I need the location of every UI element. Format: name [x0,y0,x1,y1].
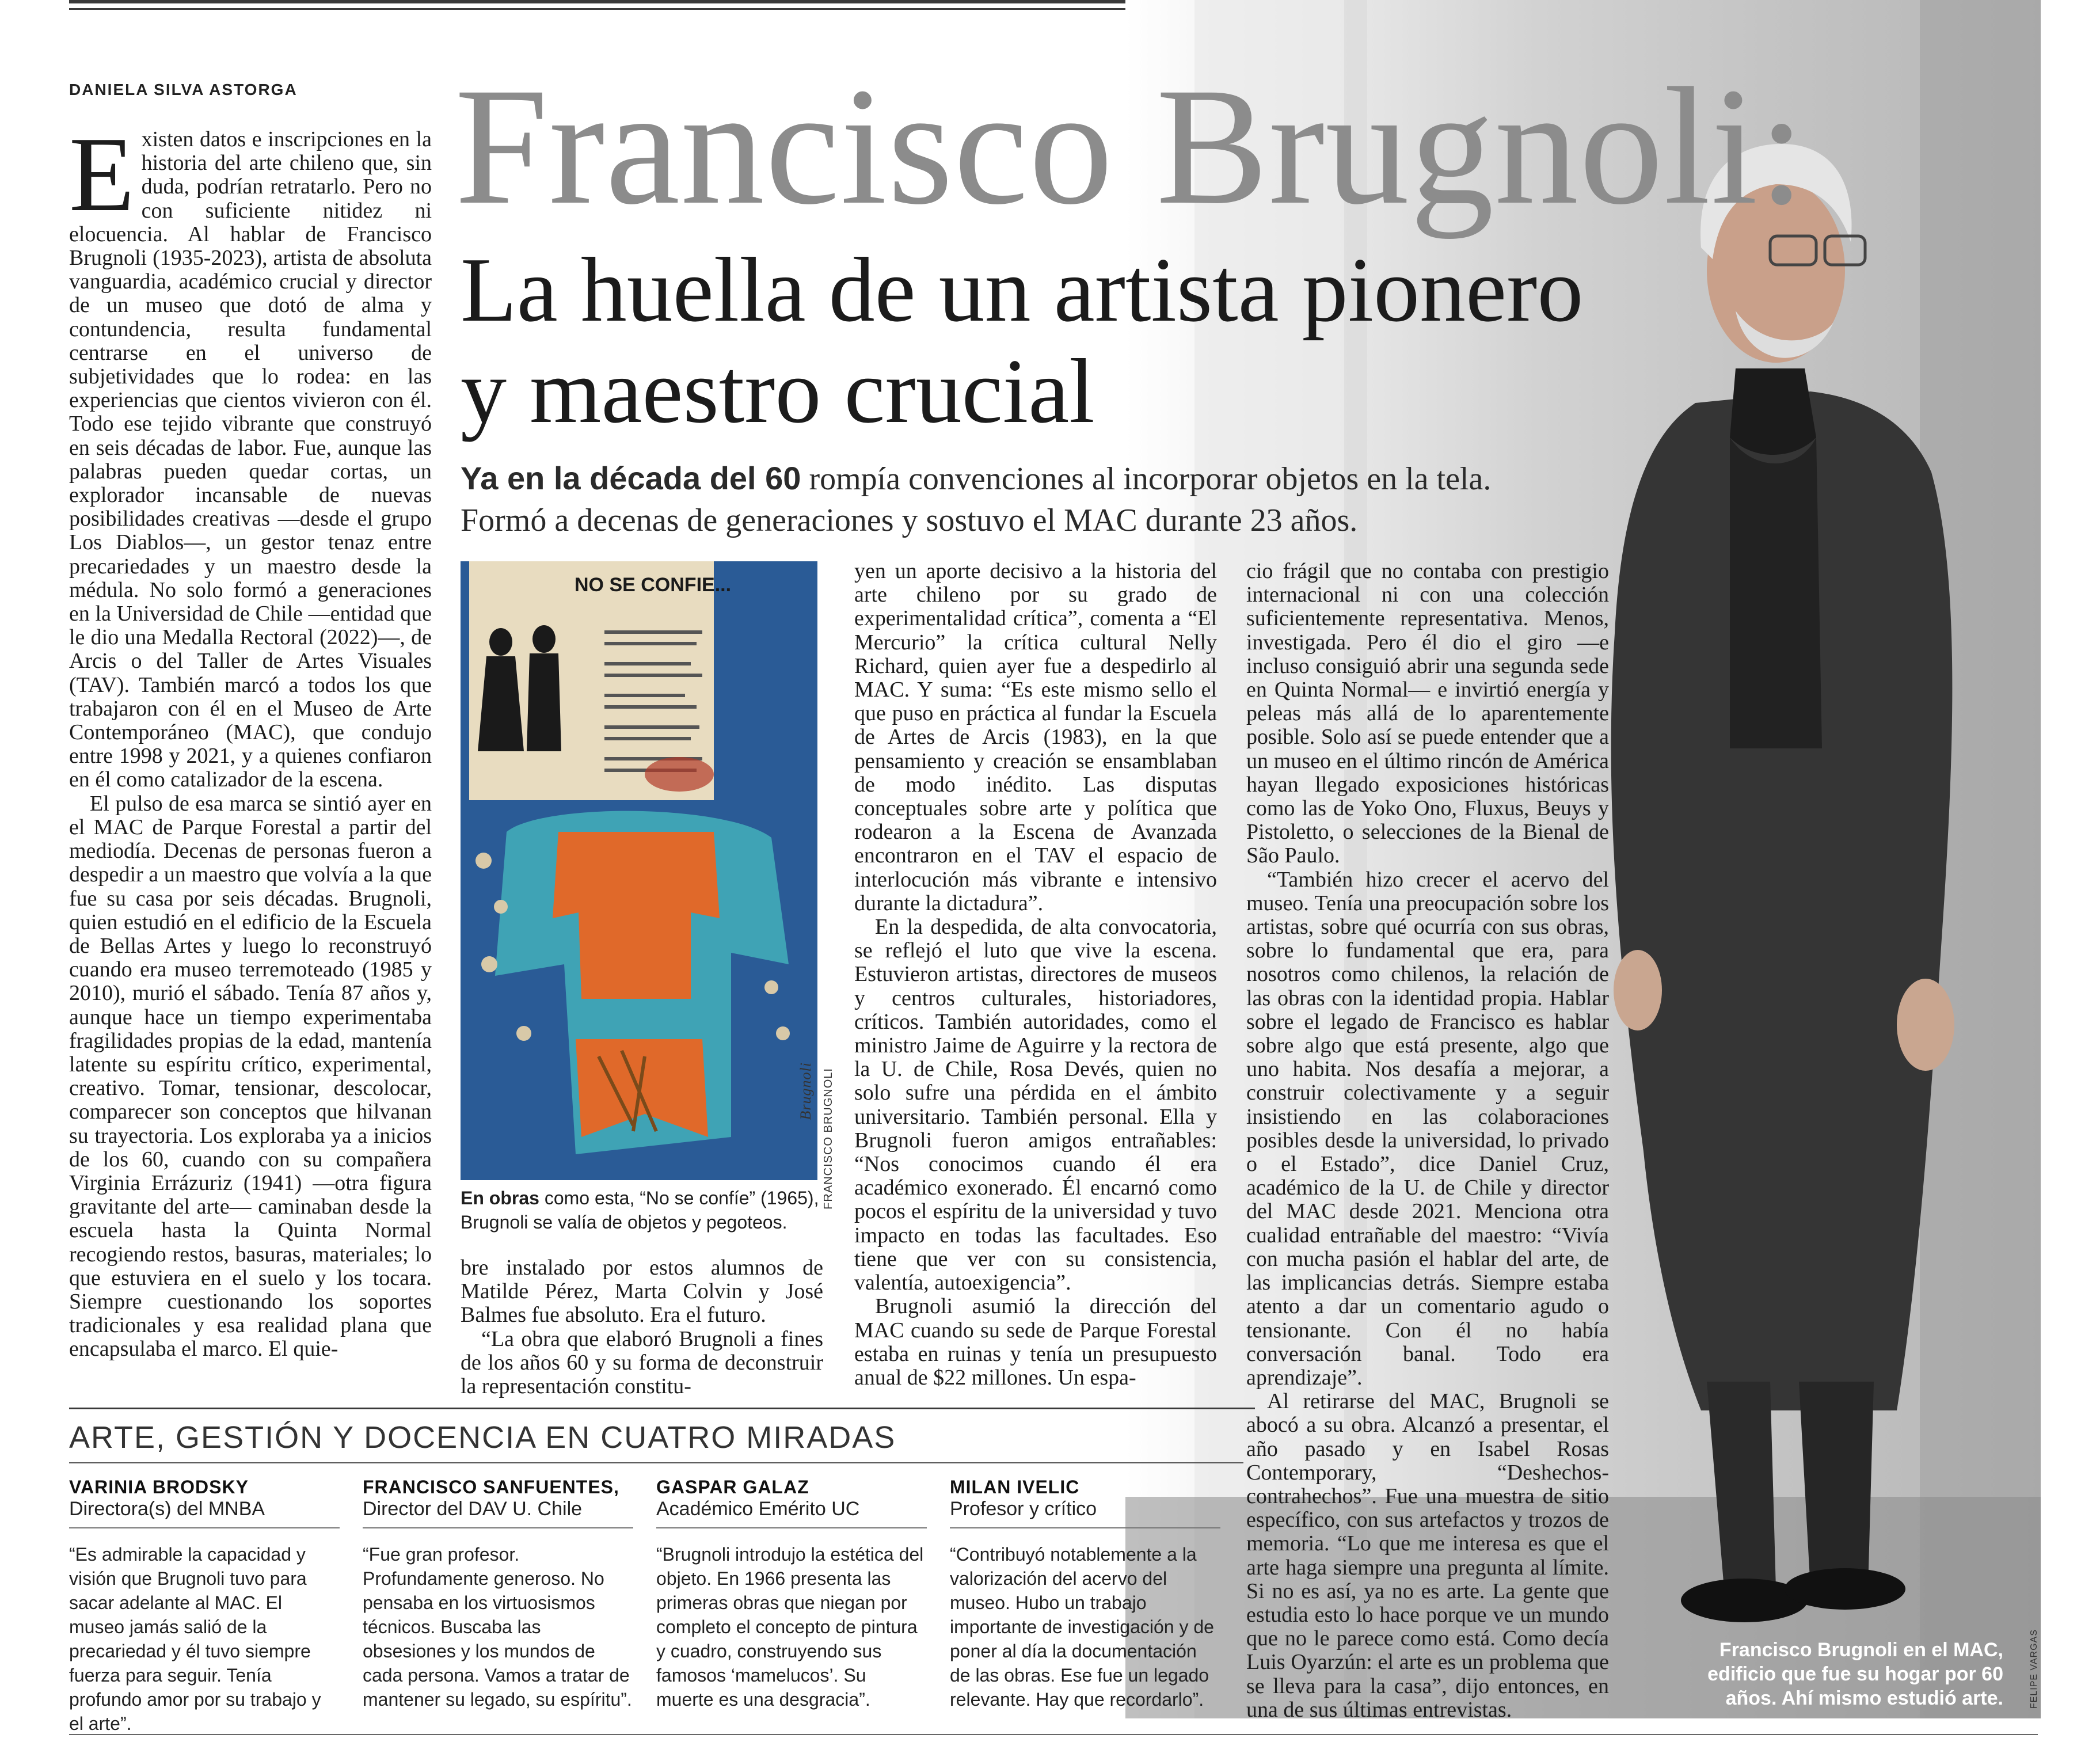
headline-subtitle-line2: y maestro crucial [461,340,1095,442]
paragraph: bre instalado por estos alumnos de Matilde Pérez, Marta Colvin y José Balmes fue absoluto. Era el futuro. [461,1256,823,1328]
deck [461,458,1612,541]
quote-card [69,1477,340,1736]
body-column-2 [461,1256,823,1398]
bottom-rule [69,1734,2038,1735]
paragraph: En la despedida, de alta convocatoria, se reflejó el luto que vive la escena. Estuvieron artistas, directores de museos y centros culturales, historiadores, críticos. También autoridades, como el ministro Jaime de Aguirre y la rectora de la U. de Chile, Rosa Devés, quien no solo sufre una pérdida en el ámbito universitario. También personal. Ella y Brugnoli fueron amigos entrañables: “Nos conocimos cuando él era académico exonerado. Él encarnó como pocos el espíritu de la universidad y tuvo impacto en todas las facultades. Eso tiene que ver con su consistencia, valentía, autoexigencia”. [854,915,1217,1295]
paragraph: cio frágil que no contaba con prestigio internacional ni con una colección suficientemente representativa. Menos, investigada. Pero él dio el giro —e incluso consiguió abrir una segunda sede en Quinta Normal— e invirtió energía y peleas más allá de lo aparentemente posible. Solo así se puede entender que a un museo en el último rincón de América hayan llegado exposiciones históricas como las de Yoko Ono, Fluxus, Beuys y Pistoletto, o selecciones de la Bienal de São Paulo. [1246,559,1609,868]
paragraph: Brugnoli asumió la dirección del MAC cuando su sede de Parque Forestal estaba en ruinas y tenía un presupuesto anual de $22 millones. Un espa- [854,1294,1217,1390]
deck-bold: Ya en la década del 60 [461,460,801,496]
quote-name: GASPAR GALAZ [656,1477,809,1497]
body-column-1 [69,115,432,1362]
headline-subtitle-line1: La huella de un artista pionero [461,238,1584,341]
photo-caption: Francisco Brugnoli en el MAC, edificio que fue su hogar por 60 años. Ahí mismo estudió arte. [1707,1639,2003,1709]
quote-rule [363,1527,633,1528]
headline-name: Francisco Brugnoli: [455,54,1806,239]
artwork-caption [461,1186,829,1234]
quote-name: FRANCISCO SANFUENTES, [363,1477,619,1497]
quote-rule [656,1527,927,1528]
quote-role: Director del DAV U. Chile [363,1498,583,1520]
quote-card [656,1477,927,1712]
quote-text: “Contribuyó notablemente a la valorización del acervo del museo. Hubo un trabajo importante de investigación y de poner al día la documentación de las obras. Ese fue un legado relevante. Hay que recordarlo”. [950,1544,1214,1710]
paragraph: “La obra que elaboró Brugnoli a fines de los años 60 y su forma de deconstruir la representación constitu- [461,1326,823,1399]
quote-role: Profesor y crítico [950,1498,1097,1520]
quote-role: Académico Emérito UC [656,1498,860,1520]
paragraph: El pulso de esa marca se sintió ayer en el MAC de Parque Forestal a partir del mediodía. Decenas de personas fueron a despedir a un maestro que volvía a la que fue su casa por seis décadas. Brugnoli, quien estudió en el edificio de la Escuela de Bellas Artes y luego lo reconstruyó cuando era museo terremoteado (1985 y 2010), murió el sábado. Tenía 87 años y, aunque hace un tiempo experimentaba fragilidades propias de la edad, mantenía latente su espíritu crítico, experimental, creativo. Tomar, tensionar, descolocar, comparecer son conceptos que hilvanan su trayectoria. Los exploraba ya a inicios de los 60, cuando con su compañera Virginia Errázuriz (1941) —otra figura gravitante del arte— caminaban desde la escuela hasta la Quinta Normal recogiendo restos, basuras, materiales; lo que estuviera en el suelo y los tocara. Siempre cuestionando los soportes tradicionales y esa realidad plana que encapsulaba el marco. El quie- [69,791,432,1362]
photo-credit: FELIPE VARGAS [2029,1629,2039,1709]
paragraph: Al retirarse del MAC, Brugnoli se abocó a su obra. Alcanzó a presentar, el año pasado y en Isabel Rosas Contemporary, “Deshechos-contrahechos”. Fue una muestra de sitio específico, con sus artefactos y trozos de memoria. “Lo que me interesa es que el arte haga siempre una pregunta al límite. Si no es así, ya no es arte. La gente que estudia esto lo hace porque ve un mundo que no le parece como está. Como decía Luis Oyarzún: el arte es un problema que se lleva para la casa”, dijo entonces, en una de sus últimas entrevistas. [1246,1389,1609,1722]
artwork-caption-text: como esta, “No se confíe” (1965), Brugnoli se valía de objetos y pegoteos. [461,1188,819,1233]
quote-role: Directora(s) del MNBA [69,1498,265,1520]
body-column-4 [1246,560,1609,1722]
quotes-section-title: ARTE, GESTIÓN Y DOCENCIA EN CUATRO MIRADAS [69,1420,896,1455]
artwork-poster-text: NO SE CONFIE... [575,574,732,596]
artwork-illustration [461,561,817,1180]
section-rule [69,1408,1255,1409]
quote-rule [69,1527,340,1528]
paragraph: yen un aporte decisivo a la historia del arte chileno por su grado de experimentalidad crítica”, comenta a “El Mercurio” la crítica cultural Nelly Richard, quien ayer fue a despedirlo al MAC. Y suma: “Es este mismo sello el que puso en práctica al fundar la Escuela de Artes de Arcis (1983), en la que pensamiento y creación se ensamblaban de modo inédito. Las disputas conceptuales sobre arte y política que rodearon a la Escena de Avanzada encontraron en el TAV el espacio de interlocución más vibrante e intensivo durante la dictadura”. [854,559,1217,915]
quote-card [363,1477,633,1712]
headline-subtitle [461,239,1583,442]
quote-name: MILAN IVELIC [950,1477,1080,1497]
deck-rest: rompía convenciones al incorporar objetos en la tela. [801,461,1492,497]
deck-line1 [461,458,1612,500]
artwork-credit: FRANCISCO BRUGNOLI [822,1068,835,1210]
quote-text: “Es admirable la capacidad y visión que Brugnoli tuvo para sacar adelante al MAC. El museo jamás salió de la precariedad y él tuvo siempre fuerza para seguir. Tenía profundo amor por su trabajo y el arte”. [69,1544,321,1734]
quote-text: “Fue gran profesor. Profundamente generoso. No pensaba en los virtuosismos técnicos. Buscaba las obsesiones y los mundos de cada persona. Vamos a tratar de mantener su legado, su espíritu”. [363,1544,632,1710]
section-title-rule [69,1462,1243,1463]
drop-cap: E [69,115,135,234]
deck-line2: Formó a decenas de generaciones y sostuvo el MAC durante 23 años. [461,503,1358,538]
artwork-image [461,561,817,1180]
body-column-3 [854,560,1217,1390]
quote-text: “Brugnoli introdujo la estética del objeto. En 1966 presenta las primeras obras que niegan por completo el concepto de pintura y cuadro, construyendo sus famosos ‘mamelucos’. Su muerte es una desgracia”. [656,1544,924,1710]
quote-rule [950,1527,1220,1528]
quote-name: VARINIA BRODSKY [69,1477,249,1497]
byline: DANIELA SILVA ASTORGA [69,81,298,98]
artwork-caption-bold: En obras [461,1188,539,1208]
artwork-signature: Brugnoli [797,1062,814,1120]
paragraph: Existen datos e inscripciones en la historia del arte chileno que, sin duda, podrían retratarlo. Pero no con suficiente nitidez ni elocuencia. Al hablar de Francisco Brugnoli (1935-2023), artista de absoluta vanguardia, académico crucial y director de un museo que dotó de alma y contundencia, resulta fundamental centrarse en el universo de subjetividades que lo rodea: en las experiencias que cientos vivieron con él. Todo ese tejido vibrante que construyó en seis décadas de labor. Fue, aunque las palabras pueden quedar cortas, un explorador incansable de nuevas posibilidades creativas —desde el grupo Los Diablos—, un gestor tenaz entre precariedades y un maestro desde la médula. No solo formó a generaciones en la Universidad de Chile —entidad que le dio una Medalla Rectoral (2022)—, de Arcis o del Taller de Artes Visuales (TAV). También marcó a todos los que trabajaron con él en el Museo de Arte Contemporáneo (MAC), que condujo entre 1998 y 2021, y a quienes confiaron en él como catalizador de la escena. [69,115,432,792]
paragraph: “También hizo crecer el acervo del museo. Tenía una preocupación sobre los artistas, sobre qué ocurría con sus obras, sobre lo fundamental que era, para nosotros como chilenos, la relación de las obras con la identidad propia. Hablar sobre el legado de Francisco es hablar sobre algo que está presente, algo que uno habita. Nos desafía a mejorar, a construir colectivamente y a seguir insistiendo en las colaboraciones posibles desde la universidad, lo privado o el Estado”, dice Daniel Cruz, académico de la U. de Chile y director del MAC desde 2021. Menciona otra cualidad entrañable del maestro: “Vivía con mucha pasión el hablar del arte, de las implicancias detrás. Siempre estaba atento a dar un comentario agudo o tensionante. Con él no había conversación banal. Todo era aprendizaje”. [1246,867,1609,1390]
quote-card [950,1477,1220,1712]
